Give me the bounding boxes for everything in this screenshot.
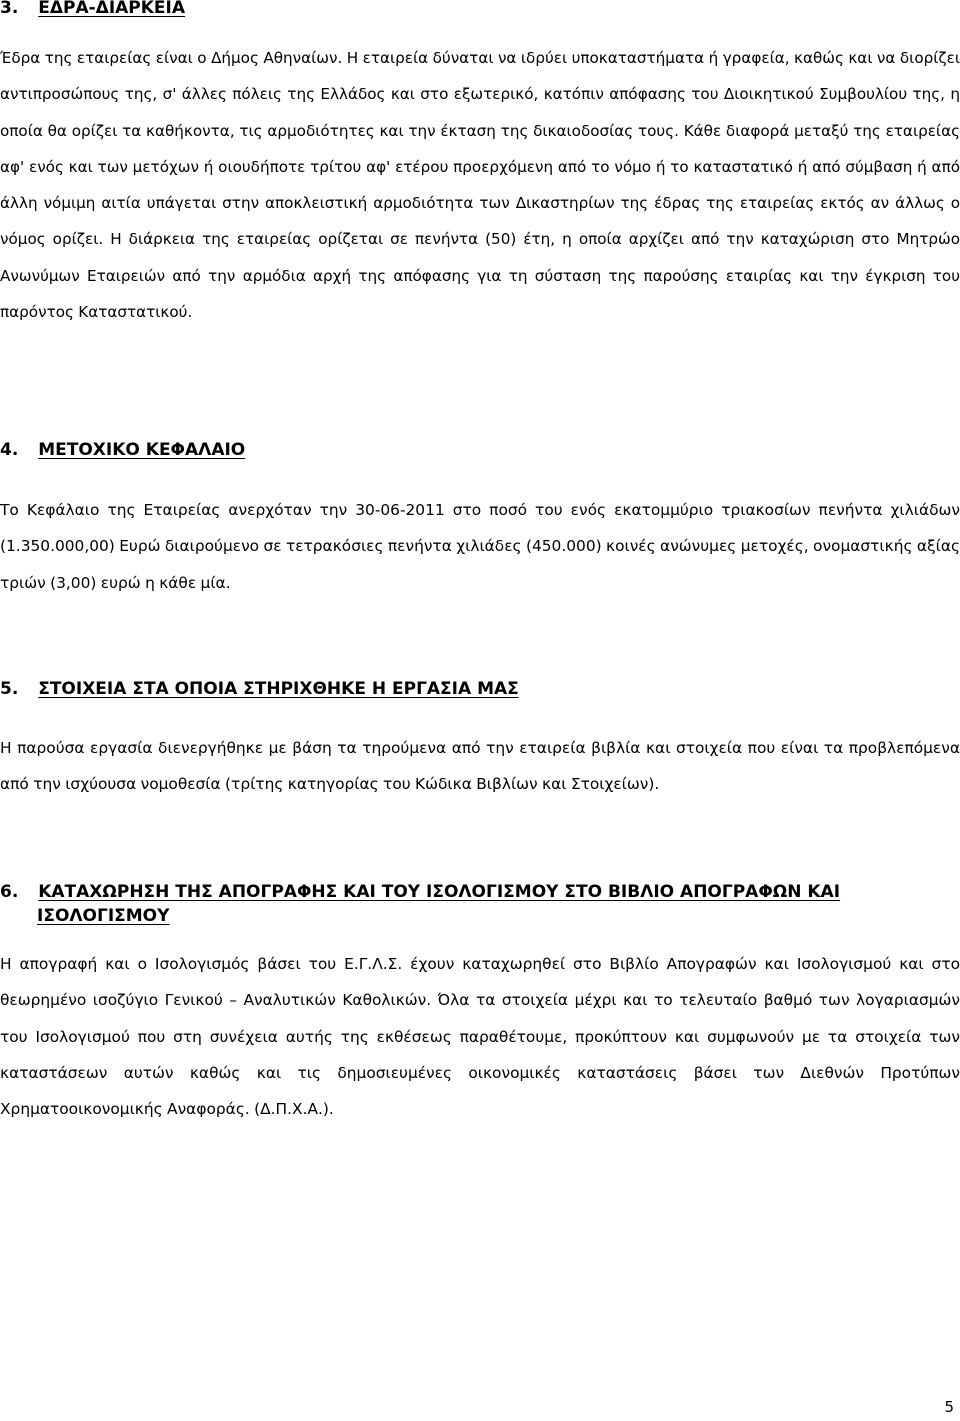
section-6-heading [0, 880, 900, 928]
section-5-heading [0, 677, 519, 701]
section-4-title: ΜΕΤΟΧΙΚΟ ΚΕΦΑΛΑΙΟ [38, 440, 246, 460]
section-5-title: ΣΤΟΙΧΕΙΑ ΣΤΑ ΟΠΟΙΑ ΣΤΗΡΙΧΘΗΚΕ Η ΕΡΓΑΣΙΑ ΜΑΣ [38, 679, 519, 699]
section-6-title-line2: ΙΣΟΛΟΓΙΣΜΟΥ [37, 906, 170, 926]
section-5-number: 5. [0, 679, 19, 699]
section-3-number: 3. [0, 0, 19, 18]
section-3-heading [0, 0, 185, 20]
section-3-paragraph: Έδρα της εταιρείας είναι ο Δήμος Αθηναίων. Η εταιρεία δύναται να ιδρύει υποκαταστήματα ή γραφεία, καθώς και να διορίζει αντιπροσώπους της, σ' άλλες πόλεις της Ελλάδος και στο εξωτερικό, κατόπιν απόφασης του Διοικητικού Συμβουλίου της, η οποία θα ορίζει τα καθήκοντα, τις αρμοδιότητες και την έκταση της δικαιοδοσίας τους. Κάθε διαφορά μεταξύ της εταιρείας αφ' ενός και των μετόχων ή οιουδήποτε τρίτου αφ' ετέρου προερχόμενη από το νόμο ή το καταστατικό ή από σύμβαση ή από άλλη νόμιμη αιτία υπάγεται στην αποκλειστική αρμοδιότητα των Δικαστηρίων της έδρας της εταιρείας εκτός αν άλλως ο νόμος ορίζει. Η διάρκεια της εταιρείας ορίζεται σε πενήντα (50) έτη, η οποία αρχίζει από την καταχώριση στο Μητρώο Ανωνύμων Εταιρειών από την αρμόδια αρχή της απόφασης για τη σύσταση της παρούσης εταιρίας και την έγκριση του παρόντος Καταστατικού. [0, 49, 960, 322]
section-6-title-line1: ΚΑΤΑΧΩΡΗΣΗ ΤΗΣ ΑΠΟΓΡΑΦΗΣ ΚΑΙ ΤΟΥ ΙΣΟΛΟΓΙΣΜΟΥ ΣΤΟ ΒΙΒΛΙΟ ΑΠΟΓΡΑΦΩΝ ΚΑΙ [38, 882, 841, 902]
section-3-title: ΕΔΡΑ-ΔΙΑΡΚΕΙΑ [38, 0, 186, 18]
section-4-heading [0, 438, 245, 462]
page-number: 5 [944, 1398, 954, 1416]
section-4-number: 4. [0, 440, 19, 460]
section-5-paragraph: Η παρούσα εργασία διενεργήθηκε με βάση τα τηρούμενα από την εταιρεία βιβλία και στοιχεία που είναι τα προβλεπόμενα από την ισχύουσα νομοθεσία (τρίτης κατηγορίας του Κώδικα Βιβλίων και Στοιχείων). [0, 739, 960, 794]
section-4-paragraph: Το Κεφάλαιο της Εταιρείας ανερχόταν την 30-06-2011 στο ποσό του ενός εκατομμύριο τριακοσίων πενήντα χιλιάδων (1.350.000,00) Ευρώ διαιρούμενο σε τετρακόσιες πενήντα χιλιάδες (450.000) κοινές ανώνυμες μετοχές, ονομαστικής αξίας τριών (3,00) ευρώ η κάθε μία. [0, 501, 960, 592]
section-6-number: 6. [0, 882, 19, 902]
section-6-paragraph: Η απογραφή και ο Ισολογισμός βάσει του Ε.Γ.Λ.Σ. έχουν καταχωρηθεί στο Βιβλίο Απογραφών και Ισολογισμού και στο θεωρημένο ισοζύγιο Γενικού – Αναλυτικών Καθολικών. Όλα τα στοιχεία μέχρι και το τελευταίο βαθμό των λογαριασμών του Ισολογισμού που στη συνέχεια αυτής της εκθέσεως παραθέτουμε, προκύπτουν και συμφωνούν με τα στοιχεία των καταστάσεων αυτών καθώς και τις δημοσιευμένες οικονομικές καταστάσεις βάσει των Διεθνών Προτύπων Χρηματοοικονομικής Αναφοράς. (Δ.Π.Χ.Α.). [0, 955, 960, 1119]
